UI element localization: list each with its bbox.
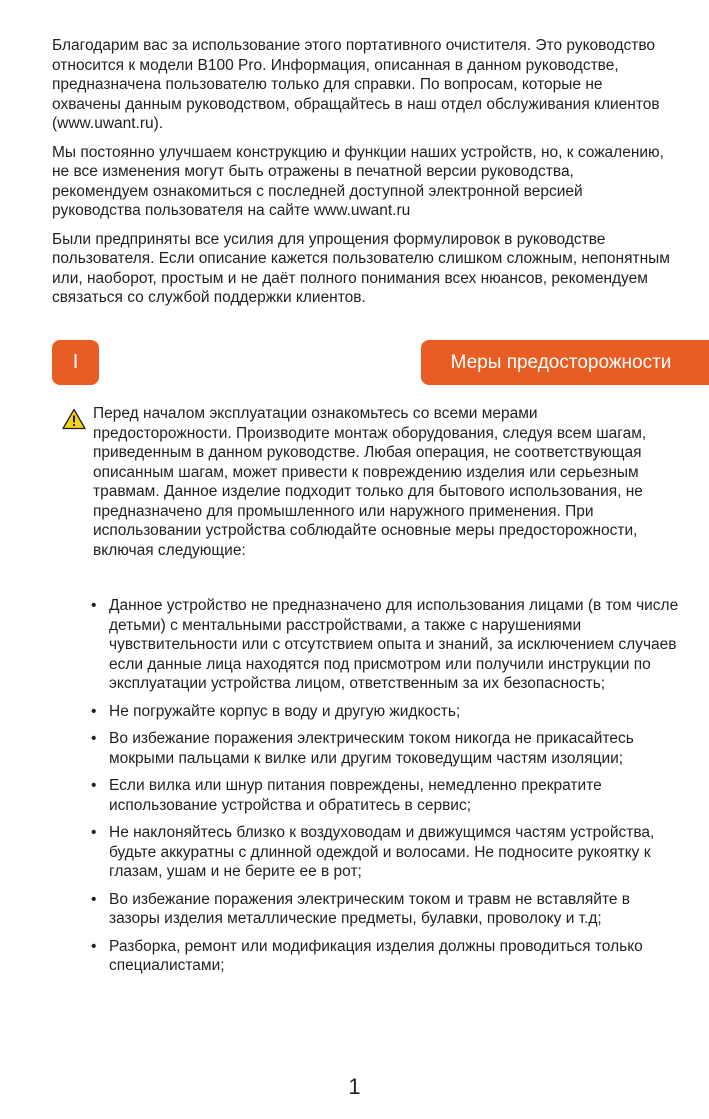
list-item-text: Данное устройство не предназначено для использования лицами (в том числе детьми) с ментальными расстройствами, а также с нарушениями чувствительности или с отсутствием опыта и знаний, за исключением случаев если данные лица находятся под присмотром или получили инструкции по эксплуатации устройства лицом, ответственным за их безопасность; [109, 597, 679, 692]
list-item-text: Не наклоняйтесь близко к воздуховодам и движущимся частям устройства, будьте аккуратны с длинной одеждой и волосами. Не подносите рукоятку к глазам, ушам и не берите ее в рот; [109, 824, 655, 880]
list-item [89, 937, 679, 976]
list-item-text: Во избежание поражения электрическим током и травм не вставляйте в зазоры изделия металлические предметы, булавки, проволоку и т.д; [109, 890, 631, 927]
list-item-text: Не погружайте корпус в воду и другую жидкость; [109, 702, 461, 720]
intro-paragraph: Благодарим вас за использование этого портативного очистителя. Это руководство относится к модели B100 Pro. Информация, описанная в данном руководстве, предназначена пользователю только для справки. По вопросам, которые не охвачены данным руководством, обращайтесь в наш отдел обслуживания клиентов (www.uwant.ru). [52, 37, 660, 132]
intro-text [52, 36, 672, 317]
precautions-list [89, 596, 679, 984]
bullet-marker: • [91, 597, 97, 614]
list-item-text: Если вилка или шнур питания повреждены, немедленно прекратите использование устройства и обратитесь в сервис; [109, 777, 602, 814]
warning-triangle-icon [62, 408, 86, 430]
section-title-banner: Меры предосторожности [421, 340, 709, 385]
page-number: 1 [348, 1074, 361, 1099]
bullet-marker: • [91, 890, 97, 908]
list-item [89, 890, 679, 929]
list-item [89, 776, 679, 815]
list-item-text: Во избежание поражения электрическим током никогда не прикасайтесь мокрыми пальцами к вилке или другим токоведущим частям изоляции; [109, 730, 634, 767]
list-item [89, 702, 679, 722]
bullet-marker: • [91, 824, 97, 841]
bullet-marker: • [91, 777, 97, 794]
list-item [89, 729, 679, 768]
bullet-marker: • [91, 937, 97, 955]
intro-paragraph: Мы постоянно улучшаем конструкцию и функции наших устройств, но, к сожалению, не все изменения могут быть отражены в печатной версии руководства, рекомендуем ознакомиться с последней доступной электронной версией руководства пользователя на сайте www.uwant.ru [52, 143, 664, 219]
section-number-badge: I [52, 340, 99, 385]
warning-text: Перед началом эксплуатации ознакомьтесь со всеми мерами предосторожности. Производите монтаж оборудования, следуя всем шагам, приведенным в данном руководстве. Любая операция, не соответствующая описанным шагам, может привести к повреждению изделия или серьезным травмам. Данное изделие подходит только для бытового использования, не предназначено для промышленного или наружного применения. При использовании устройства соблюдайте основные меры предосторожности, включая следующие: [93, 405, 647, 559]
list-item [89, 823, 679, 882]
bullet-marker: • [91, 702, 97, 720]
intro-paragraph: Были предприняты все усилия для упрощения формулировок в руководстве пользователя. Если описание кажется пользователю слишком сложным, непонятным или, наоборот, простым и не даёт полного понимания всех нюансов, рекомендуем связаться со службой поддержки клиентов. [52, 230, 670, 306]
list-item-text: Разборка, ремонт или модификация изделия должны проводиться только специалистами; [109, 937, 643, 974]
bullet-marker: • [91, 730, 97, 747]
list-item [89, 596, 679, 694]
